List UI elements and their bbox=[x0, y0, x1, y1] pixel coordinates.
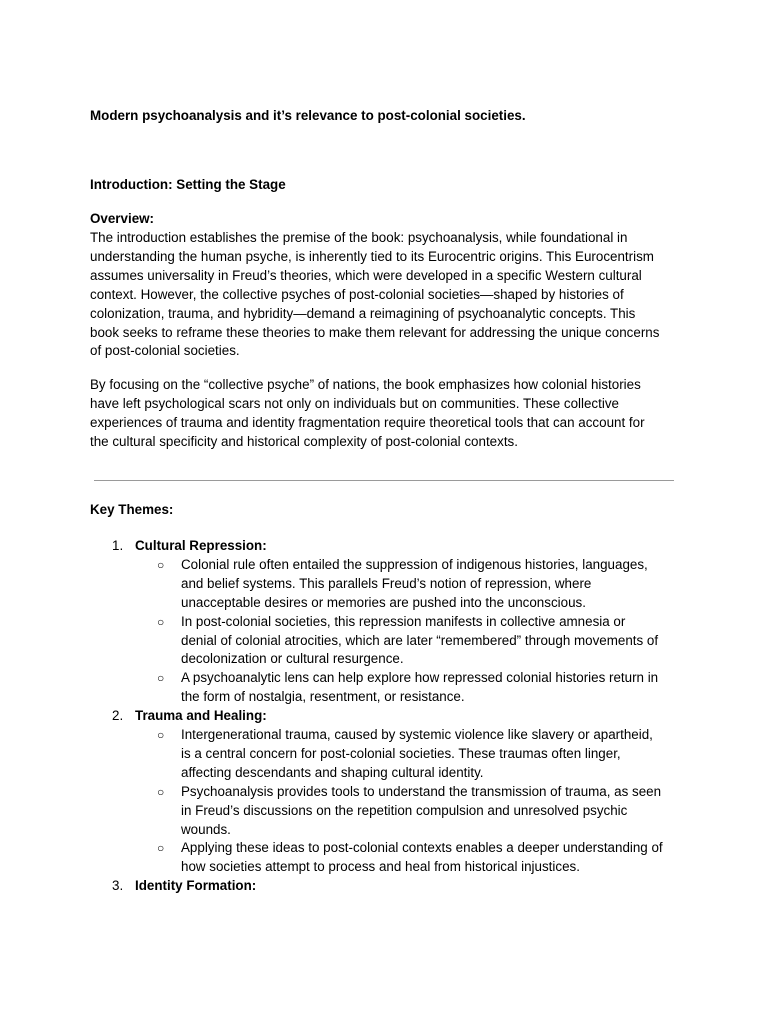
text-line: understanding the human psyche, is inherently tied to its Eurocentric origins. This Eurocentrism bbox=[90, 248, 654, 264]
text-line: unacceptable desires or memories are pushed into the unconscious. bbox=[181, 594, 586, 610]
theme-point bbox=[90, 556, 690, 613]
theme-point bbox=[90, 839, 690, 877]
theme-item bbox=[90, 537, 690, 556]
text-line: context. However, the collective psyches of post-colonial societies—shaped by histories of bbox=[90, 286, 624, 302]
text-line: have left psychological scars not only on individuals but on communities. These collective bbox=[90, 395, 619, 411]
horizontal-divider bbox=[94, 480, 674, 481]
hollow-bullet-icon: ○ bbox=[157, 841, 165, 856]
section-heading: Introduction: Setting the Stage bbox=[90, 177, 286, 192]
overview-paragraph-1 bbox=[90, 229, 690, 361]
hollow-bullet-icon: ○ bbox=[157, 784, 165, 799]
theme-number: 3. bbox=[112, 878, 124, 894]
text-line: wounds. bbox=[181, 821, 231, 837]
text-line: the cultural specificity and historical complexity of post-colonial contexts. bbox=[90, 433, 518, 449]
theme-item bbox=[90, 707, 690, 726]
text-line: By focusing on the “collective psyche” of nations, the book emphasizes how colonial histories bbox=[90, 377, 641, 392]
text-line: affecting descendants and shaping cultural identity. bbox=[181, 764, 484, 780]
text-line: colonization, trauma, and hybridity—demand a reimagining of psychoanalytic concepts. This bbox=[90, 305, 636, 321]
hollow-bullet-icon: ○ bbox=[157, 557, 165, 572]
text-line: experiences of trauma and identity fragmentation require theoretical tools that can account for bbox=[90, 414, 645, 430]
theme-point bbox=[90, 613, 690, 670]
theme-number: 1. bbox=[112, 538, 124, 553]
theme-item bbox=[90, 877, 690, 896]
theme-title: Trauma and Healing: bbox=[135, 708, 267, 724]
theme-title: Cultural Repression: bbox=[135, 538, 267, 553]
text-line: in Freud’s discussions on the repetition compulsion and unresolved psychic bbox=[181, 802, 628, 818]
text-line: is a central concern for post-colonial societies. These traumas often linger, bbox=[181, 745, 621, 761]
theme-number: 2. bbox=[112, 708, 124, 724]
theme-point bbox=[90, 783, 690, 840]
theme-title: Identity Formation: bbox=[135, 878, 257, 894]
theme-point bbox=[90, 669, 690, 707]
text-line: assumes universality in Freud’s theories, which were developed in a specific Western cultural bbox=[90, 267, 642, 283]
hollow-bullet-icon: ○ bbox=[157, 728, 165, 743]
text-line: Intergenerational trauma, caused by systemic violence like slavery or apartheid, bbox=[181, 727, 653, 743]
text-line: denial of colonial atrocities, which are later “remembered” through movements of bbox=[181, 632, 659, 648]
overview-paragraph-2 bbox=[90, 376, 690, 452]
key-themes-label: Key Themes: bbox=[90, 502, 174, 517]
text-line: how societies attempt to process and heal from historical injustices. bbox=[181, 859, 580, 875]
themes-list bbox=[90, 537, 690, 896]
text-line: the form of nostalgia, resentment, or resistance. bbox=[181, 689, 465, 705]
text-line: decolonization or cultural resurgence. bbox=[181, 651, 404, 667]
text-line: Applying these ideas to post-colonial contexts enables a deeper understanding of bbox=[181, 840, 663, 856]
text-line: of post-colonial societies. bbox=[90, 343, 240, 359]
hollow-bullet-icon: ○ bbox=[157, 614, 165, 629]
hollow-bullet-icon: ○ bbox=[157, 671, 165, 686]
document-title: Modern psychoanalysis and it’s relevance to post-colonial societies. bbox=[90, 108, 526, 123]
overview-label: Overview: bbox=[90, 211, 155, 226]
text-line: book seeks to reframe these theories to make them relevant for addressing the unique concerns bbox=[90, 324, 660, 340]
text-line: Psychoanalysis provides tools to understand the transmission of trauma, as seen bbox=[181, 783, 662, 799]
text-line: and belief systems. This parallels Freud’s notion of repression, where bbox=[181, 575, 592, 591]
text-line: A psychoanalytic lens can help explore how repressed colonial histories return in bbox=[181, 670, 659, 686]
theme-point bbox=[90, 726, 690, 783]
text-line: The introduction establishes the premise of the book: psychoanalysis, while foundational in bbox=[90, 230, 628, 245]
text-line: Colonial rule often entailed the suppression of indigenous histories, languages, bbox=[181, 556, 648, 572]
text-line: In post-colonial societies, this repression manifests in collective amnesia or bbox=[181, 613, 626, 629]
